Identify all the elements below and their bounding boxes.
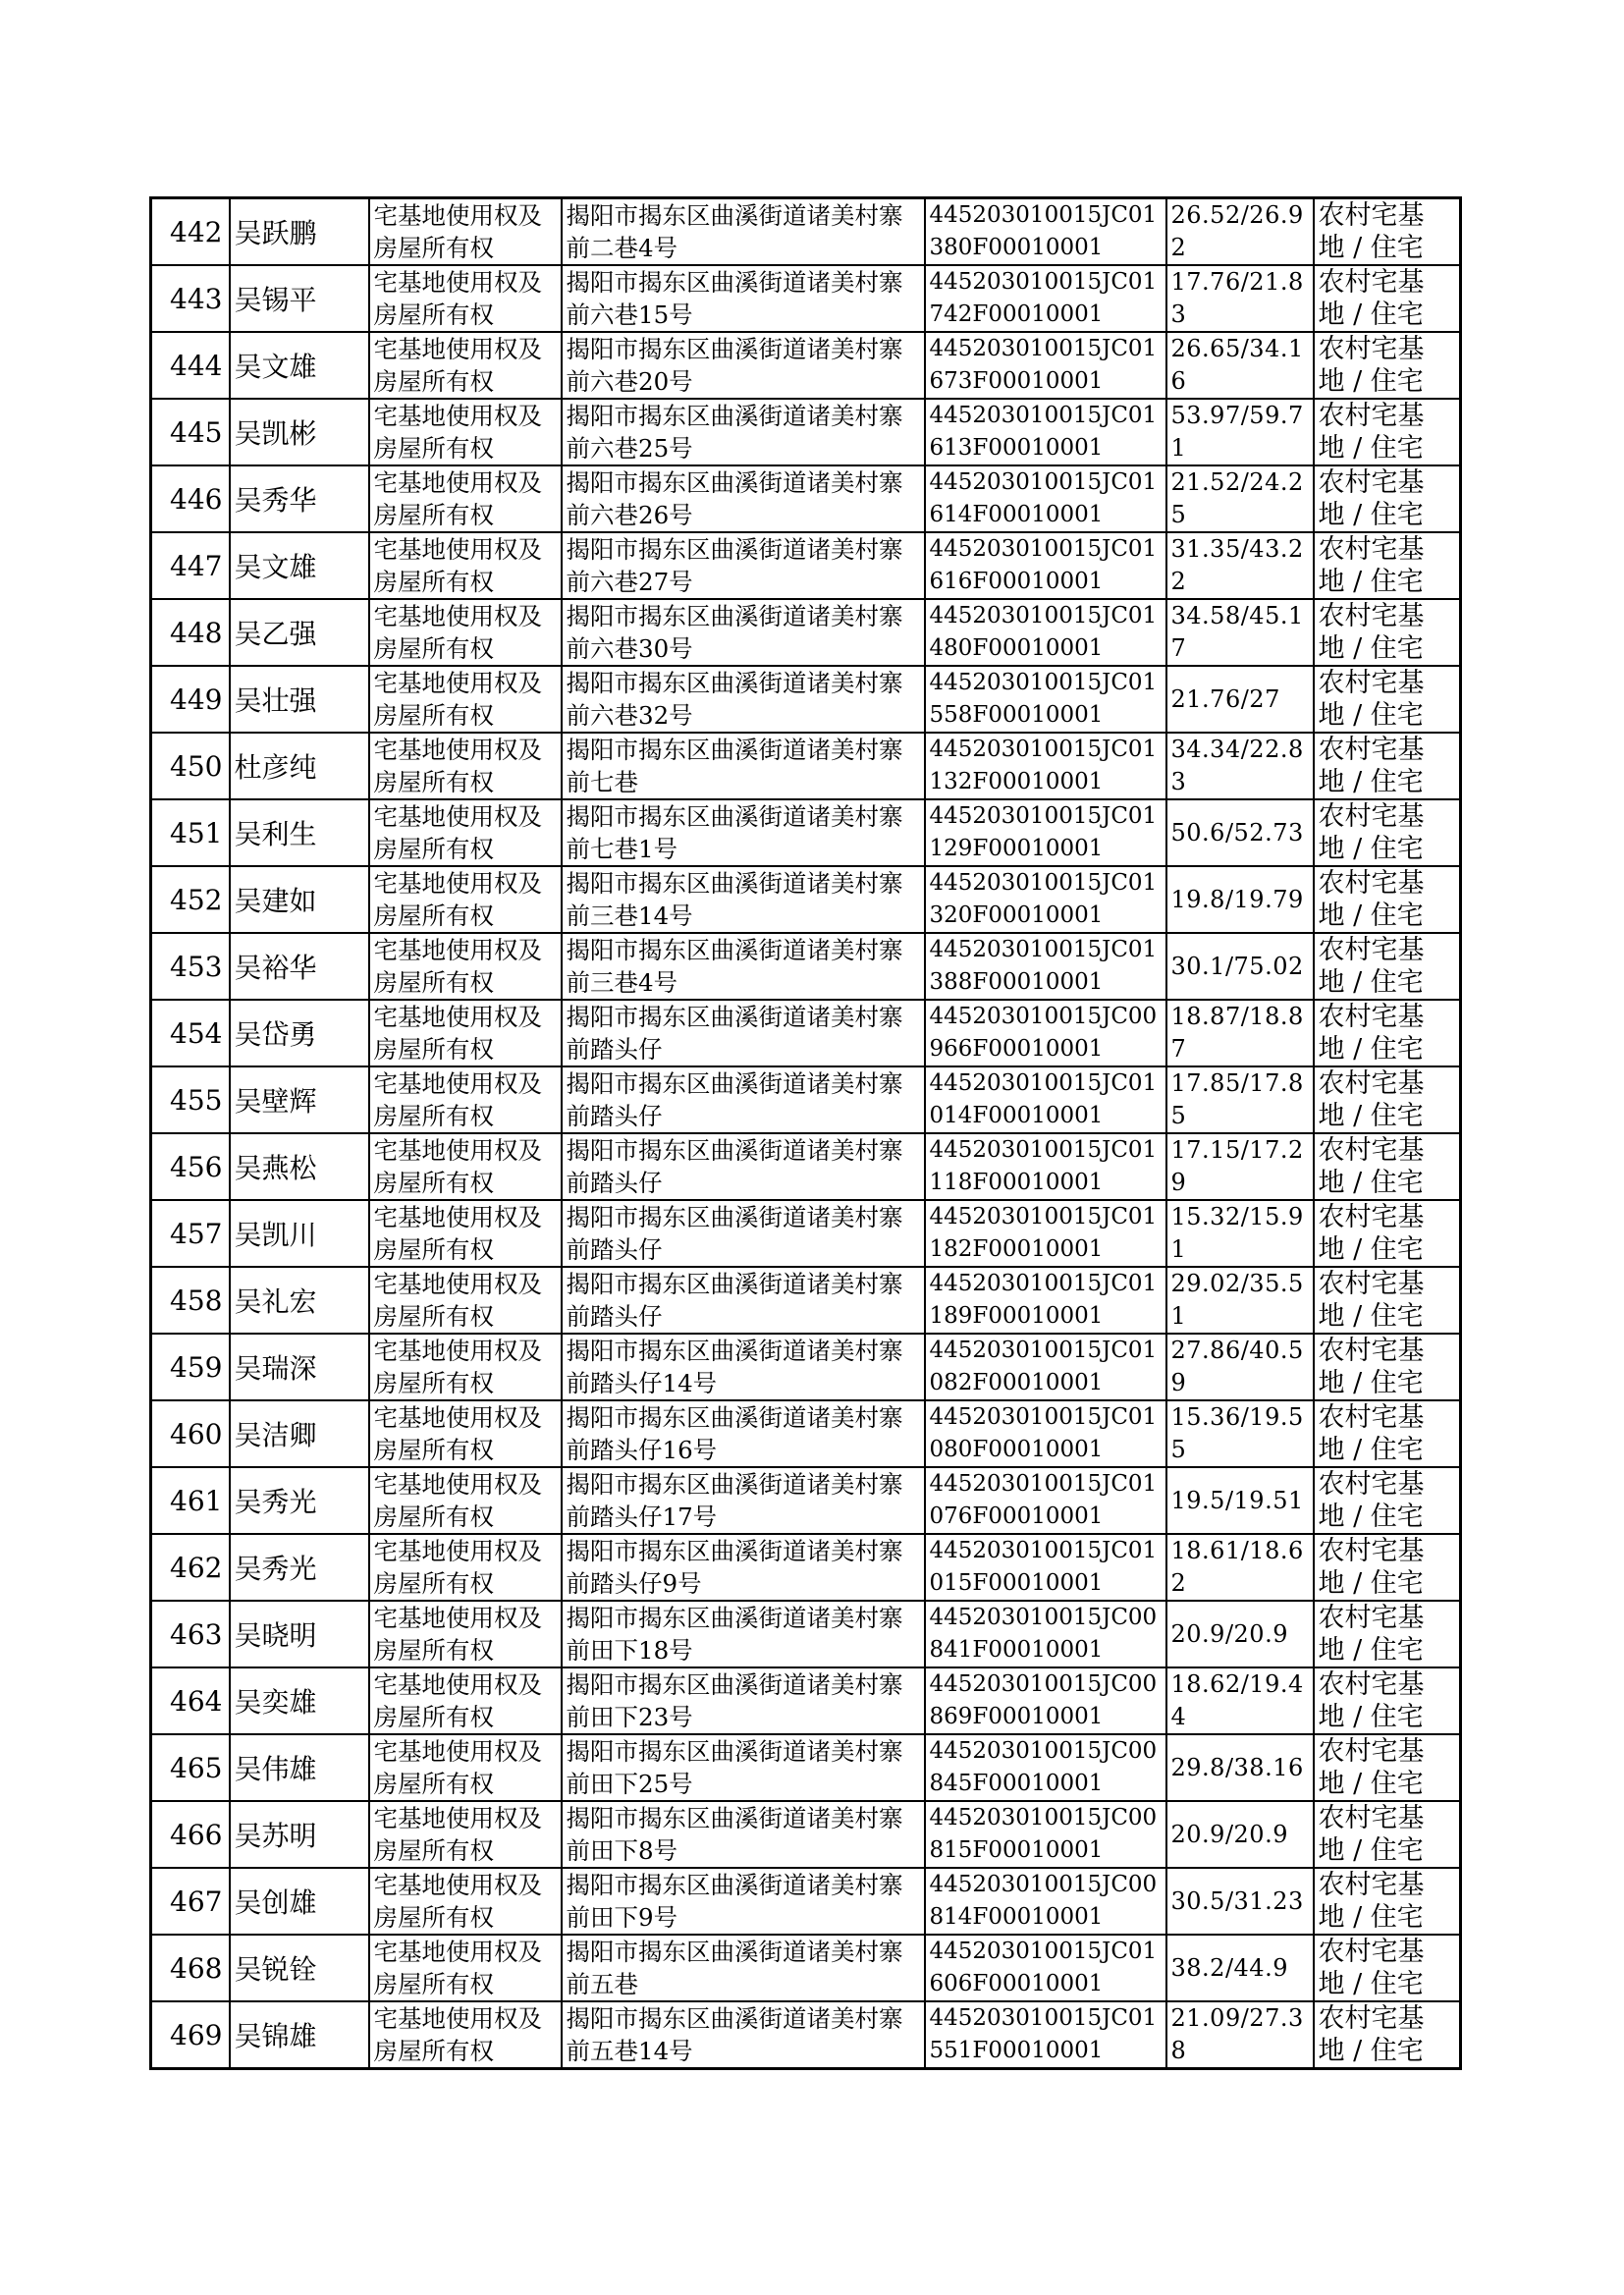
table-row: [151, 1334, 1461, 1400]
unit-code: 445203010015JC01014F00010001: [925, 1066, 1166, 1133]
land-use-line1: 农村宅基: [1318, 1603, 1425, 1633]
unit-code: 445203010015JC01742F00010001: [925, 265, 1166, 332]
owner-name: 吴伟雄: [230, 1734, 369, 1801]
table-row: [151, 1801, 1461, 1868]
owner-name: 吴文雄: [230, 532, 369, 599]
land-use-line1: 农村宅基: [1318, 534, 1425, 565]
property-address: 揭阳市揭东区曲溪街道诸美村寨前踏头仔: [562, 1200, 925, 1267]
land-use: [1314, 399, 1461, 465]
land-use-line2: 地 / 住宅: [1318, 233, 1424, 263]
area-value: 21.76/27: [1166, 666, 1314, 733]
table-row: [151, 866, 1461, 933]
table-row: [151, 265, 1461, 332]
row-number: 461: [151, 1467, 230, 1534]
row-number: 449: [151, 666, 230, 733]
property-address: 揭阳市揭东区曲溪街道诸美村寨前踏头仔: [562, 1066, 925, 1133]
unit-code: 445203010015JC00869F00010001: [925, 1667, 1166, 1734]
unit-code: 445203010015JC01606F00010001: [925, 1935, 1166, 2001]
table-row: [151, 198, 1461, 266]
land-use-line1: 农村宅基: [1318, 1736, 1425, 1767]
property-address: 揭阳市揭东区曲溪街道诸美村寨前五巷: [562, 1935, 925, 2001]
right-type: 宅基地使用权及房屋所有权: [369, 465, 562, 532]
land-use-line1: 农村宅基: [1318, 200, 1425, 231]
land-use: [1314, 1534, 1461, 1601]
unit-code: 445203010015JC00814F00010001: [925, 1868, 1166, 1935]
area-value: 38.2/44.9: [1166, 1935, 1314, 2001]
land-use-line2: 地 / 住宅: [1318, 901, 1424, 931]
area-value: 15.32/15.91: [1166, 1200, 1314, 1267]
owner-name: 吴裕华: [230, 933, 369, 1000]
land-use: [1314, 2001, 1461, 2069]
land-use-line1: 农村宅基: [1318, 334, 1425, 364]
land-use-line1: 农村宅基: [1318, 1336, 1425, 1366]
unit-code: 445203010015JC01132F00010001: [925, 733, 1166, 799]
right-type: 宅基地使用权及房屋所有权: [369, 1066, 562, 1133]
owner-name: 吴锐铨: [230, 1935, 369, 2001]
row-number: 458: [151, 1267, 230, 1334]
owner-name: 吴苏明: [230, 1801, 369, 1868]
area-value: 31.35/43.22: [1166, 532, 1314, 599]
area-value: 20.9/20.9: [1166, 1801, 1314, 1868]
area-value: 34.34/22.83: [1166, 733, 1314, 799]
right-type: 宅基地使用权及房屋所有权: [369, 1400, 562, 1467]
owner-name: 吴礼宏: [230, 1267, 369, 1334]
land-use-line1: 农村宅基: [1318, 1269, 1425, 1299]
owner-name: 吴洁卿: [230, 1400, 369, 1467]
row-number: 443: [151, 265, 230, 332]
land-use-line2: 地 / 住宅: [1318, 567, 1424, 597]
land-use-line2: 地 / 住宅: [1318, 700, 1424, 731]
right-type: 宅基地使用权及房屋所有权: [369, 1534, 562, 1601]
property-address: 揭阳市揭东区曲溪街道诸美村寨前田下8号: [562, 1801, 925, 1868]
area-value: 21.09/27.38: [1166, 2001, 1314, 2069]
row-number: 462: [151, 1534, 230, 1601]
row-number: 463: [151, 1601, 230, 1667]
table-row: [151, 2001, 1461, 2069]
table-row: [151, 332, 1461, 399]
land-use-line2: 地 / 住宅: [1318, 1301, 1424, 1332]
land-use-line2: 地 / 住宅: [1318, 633, 1424, 664]
unit-code: 445203010015JC00966F00010001: [925, 1000, 1166, 1066]
property-address: 揭阳市揭东区曲溪街道诸美村寨前踏头仔: [562, 1267, 925, 1334]
row-number: 448: [151, 599, 230, 666]
area-value: 34.58/45.17: [1166, 599, 1314, 666]
owner-name: 吴锡平: [230, 265, 369, 332]
land-use-line1: 农村宅基: [1318, 401, 1425, 431]
land-use-line2: 地 / 住宅: [1318, 366, 1424, 397]
land-use-line2: 地 / 住宅: [1318, 2036, 1424, 2066]
property-address: 揭阳市揭东区曲溪街道诸美村寨前田下18号: [562, 1601, 925, 1667]
row-number: 466: [151, 1801, 230, 1868]
property-address: 揭阳市揭东区曲溪街道诸美村寨前二巷4号: [562, 198, 925, 266]
property-address: 揭阳市揭东区曲溪街道诸美村寨前六巷32号: [562, 666, 925, 733]
right-type: 宅基地使用权及房屋所有权: [369, 1133, 562, 1200]
property-address: 揭阳市揭东区曲溪街道诸美村寨前六巷20号: [562, 332, 925, 399]
area-value: 15.36/19.55: [1166, 1400, 1314, 1467]
owner-name: 吴创雄: [230, 1868, 369, 1935]
right-type: 宅基地使用权及房屋所有权: [369, 599, 562, 666]
land-use: [1314, 1467, 1461, 1534]
right-type: 宅基地使用权及房屋所有权: [369, 933, 562, 1000]
right-type: 宅基地使用权及房屋所有权: [369, 1868, 562, 1935]
property-address: 揭阳市揭东区曲溪街道诸美村寨前六巷15号: [562, 265, 925, 332]
record-table: [149, 196, 1462, 2070]
right-type: 宅基地使用权及房屋所有权: [369, 1000, 562, 1066]
right-type: 宅基地使用权及房屋所有权: [369, 399, 562, 465]
land-use-line1: 农村宅基: [1318, 1803, 1425, 1833]
land-use-line1: 农村宅基: [1318, 267, 1425, 298]
property-address: 揭阳市揭东区曲溪街道诸美村寨前六巷25号: [562, 399, 925, 465]
land-use: [1314, 1868, 1461, 1935]
right-type: 宅基地使用权及房屋所有权: [369, 2001, 562, 2069]
right-type: 宅基地使用权及房屋所有权: [369, 1935, 562, 2001]
right-type: 宅基地使用权及房屋所有权: [369, 666, 562, 733]
right-type: 宅基地使用权及房屋所有权: [369, 1334, 562, 1400]
right-type: 宅基地使用权及房屋所有权: [369, 1200, 562, 1267]
land-use: [1314, 733, 1461, 799]
land-use: [1314, 265, 1461, 332]
table-row: [151, 1467, 1461, 1534]
land-use-line2: 地 / 住宅: [1318, 1502, 1424, 1532]
property-address: 揭阳市揭东区曲溪街道诸美村寨前六巷26号: [562, 465, 925, 532]
table-row: [151, 1400, 1461, 1467]
right-type: 宅基地使用权及房屋所有权: [369, 1467, 562, 1534]
land-use-line2: 地 / 住宅: [1318, 1168, 1424, 1198]
table-row: [151, 1200, 1461, 1267]
table-row: [151, 1935, 1461, 2001]
land-use-line2: 地 / 住宅: [1318, 433, 1424, 464]
land-use-line2: 地 / 住宅: [1318, 1702, 1424, 1732]
land-use-line2: 地 / 住宅: [1318, 967, 1424, 998]
land-use-line1: 农村宅基: [1318, 601, 1425, 631]
land-use: [1314, 532, 1461, 599]
land-use-line2: 地 / 住宅: [1318, 500, 1424, 530]
area-value: 53.97/59.71: [1166, 399, 1314, 465]
row-number: 467: [151, 1868, 230, 1935]
land-use-line1: 农村宅基: [1318, 1870, 1425, 1900]
property-address: 揭阳市揭东区曲溪街道诸美村寨前田下25号: [562, 1734, 925, 1801]
owner-name: 吴瑞深: [230, 1334, 369, 1400]
owner-name: 吴乙强: [230, 599, 369, 666]
land-use-line1: 农村宅基: [1318, 1937, 1425, 1967]
row-number: 452: [151, 866, 230, 933]
land-use: [1314, 1667, 1461, 1734]
unit-code: 445203010015JC00845F00010001: [925, 1734, 1166, 1801]
table-row: [151, 1267, 1461, 1334]
land-use-line1: 农村宅基: [1318, 1202, 1425, 1232]
unit-code: 445203010015JC01673F00010001: [925, 332, 1166, 399]
land-use-line2: 地 / 住宅: [1318, 1969, 1424, 1999]
property-address: 揭阳市揭东区曲溪街道诸美村寨前田下23号: [562, 1667, 925, 1734]
table-row: [151, 532, 1461, 599]
owner-name: 杜彦纯: [230, 733, 369, 799]
row-number: 442: [151, 198, 230, 266]
area-value: 21.52/24.25: [1166, 465, 1314, 532]
property-address: 揭阳市揭东区曲溪街道诸美村寨前田下9号: [562, 1868, 925, 1935]
owner-name: 吴凯川: [230, 1200, 369, 1267]
right-type: 宅基地使用权及房屋所有权: [369, 332, 562, 399]
row-number: 445: [151, 399, 230, 465]
right-type: 宅基地使用权及房屋所有权: [369, 866, 562, 933]
right-type: 宅基地使用权及房屋所有权: [369, 1601, 562, 1667]
area-value: 30.5/31.23: [1166, 1868, 1314, 1935]
row-number: 469: [151, 2001, 230, 2069]
property-address: 揭阳市揭东区曲溪街道诸美村寨前踏头仔: [562, 1000, 925, 1066]
unit-code: 445203010015JC00841F00010001: [925, 1601, 1166, 1667]
row-number: 468: [151, 1935, 230, 2001]
land-use-line2: 地 / 住宅: [1318, 1034, 1424, 1065]
land-use: [1314, 666, 1461, 733]
unit-code: 445203010015JC01189F00010001: [925, 1267, 1166, 1334]
land-use-line2: 地 / 住宅: [1318, 1368, 1424, 1398]
table-row: [151, 1000, 1461, 1066]
right-type: 宅基地使用权及房屋所有权: [369, 1267, 562, 1334]
property-address: 揭阳市揭东区曲溪街道诸美村寨前踏头仔9号: [562, 1534, 925, 1601]
land-use-line1: 农村宅基: [1318, 467, 1425, 498]
property-address: 揭阳市揭东区曲溪街道诸美村寨前七巷1号: [562, 799, 925, 866]
area-value: 26.65/34.16: [1166, 332, 1314, 399]
land-use: [1314, 1000, 1461, 1066]
land-use: [1314, 1200, 1461, 1267]
unit-code: 445203010015JC01080F00010001: [925, 1400, 1166, 1467]
land-use: [1314, 1734, 1461, 1801]
land-use: [1314, 1801, 1461, 1868]
row-number: 455: [151, 1066, 230, 1133]
land-use-line2: 地 / 住宅: [1318, 1101, 1424, 1131]
land-use-line2: 地 / 住宅: [1318, 300, 1424, 330]
table-row: [151, 933, 1461, 1000]
area-value: 18.61/18.62: [1166, 1534, 1314, 1601]
row-number: 456: [151, 1133, 230, 1200]
row-number: 460: [151, 1400, 230, 1467]
owner-name: 吴文雄: [230, 332, 369, 399]
owner-name: 吴锦雄: [230, 2001, 369, 2069]
row-number: 446: [151, 465, 230, 532]
land-use: [1314, 1601, 1461, 1667]
property-address: 揭阳市揭东区曲溪街道诸美村寨前踏头仔14号: [562, 1334, 925, 1400]
row-number: 453: [151, 933, 230, 1000]
table-row: [151, 399, 1461, 465]
land-use: [1314, 1267, 1461, 1334]
land-use-line1: 农村宅基: [1318, 1669, 1425, 1700]
land-use-line2: 地 / 住宅: [1318, 1568, 1424, 1599]
unit-code: 445203010015JC01015F00010001: [925, 1534, 1166, 1601]
land-use-line1: 农村宅基: [1318, 868, 1425, 899]
row-number: 465: [151, 1734, 230, 1801]
land-use: [1314, 1400, 1461, 1467]
table-row: [151, 465, 1461, 532]
area-value: 19.5/19.51: [1166, 1467, 1314, 1534]
property-address: 揭阳市揭东区曲溪街道诸美村寨前三巷4号: [562, 933, 925, 1000]
table-row: [151, 1667, 1461, 1734]
property-address: 揭阳市揭东区曲溪街道诸美村寨前六巷30号: [562, 599, 925, 666]
right-type: 宅基地使用权及房屋所有权: [369, 265, 562, 332]
right-type: 宅基地使用权及房屋所有权: [369, 1734, 562, 1801]
land-use-line2: 地 / 住宅: [1318, 1835, 1424, 1866]
area-value: 17.76/21.83: [1166, 265, 1314, 332]
land-use: [1314, 799, 1461, 866]
property-address: 揭阳市揭东区曲溪街道诸美村寨前七巷: [562, 733, 925, 799]
area-value: 20.9/20.9: [1166, 1601, 1314, 1667]
land-use-line1: 农村宅基: [1318, 1002, 1425, 1032]
property-address: 揭阳市揭东区曲溪街道诸美村寨前踏头仔16号: [562, 1400, 925, 1467]
owner-name: 吴建如: [230, 866, 369, 933]
right-type: 宅基地使用权及房屋所有权: [369, 532, 562, 599]
area-value: 19.8/19.79: [1166, 866, 1314, 933]
property-address: 揭阳市揭东区曲溪街道诸美村寨前五巷14号: [562, 2001, 925, 2069]
land-use: [1314, 1935, 1461, 2001]
land-use: [1314, 866, 1461, 933]
area-value: 29.02/35.51: [1166, 1267, 1314, 1334]
owner-name: 吴秀光: [230, 1467, 369, 1534]
table-row: [151, 1868, 1461, 1935]
table-row: [151, 799, 1461, 866]
land-use-line2: 地 / 住宅: [1318, 1234, 1424, 1265]
owner-name: 吴秀华: [230, 465, 369, 532]
area-value: 18.62/19.44: [1166, 1667, 1314, 1734]
unit-code: 445203010015JC01118F00010001: [925, 1133, 1166, 1200]
row-number: 457: [151, 1200, 230, 1267]
land-use-line2: 地 / 住宅: [1318, 767, 1424, 797]
row-number: 451: [151, 799, 230, 866]
table-row: [151, 1066, 1461, 1133]
table-row: [151, 599, 1461, 666]
land-use: [1314, 332, 1461, 399]
unit-code: 445203010015JC01616F00010001: [925, 532, 1166, 599]
owner-name: 吴壁辉: [230, 1066, 369, 1133]
area-value: 27.86/40.59: [1166, 1334, 1314, 1400]
area-value: 29.8/38.16: [1166, 1734, 1314, 1801]
unit-code: 445203010015JC01076F00010001: [925, 1467, 1166, 1534]
owner-name: 吴晓明: [230, 1601, 369, 1667]
property-address: 揭阳市揭东区曲溪街道诸美村寨前三巷14号: [562, 866, 925, 933]
unit-code: 445203010015JC01480F00010001: [925, 599, 1166, 666]
unit-code: 445203010015JC01551F00010001: [925, 2001, 1166, 2069]
row-number: 447: [151, 532, 230, 599]
table-row: [151, 1534, 1461, 1601]
property-address: 揭阳市揭东区曲溪街道诸美村寨前踏头仔: [562, 1133, 925, 1200]
area-value: 26.52/26.92: [1166, 198, 1314, 266]
unit-code: 445203010015JC01558F00010001: [925, 666, 1166, 733]
table-row: [151, 1133, 1461, 1200]
right-type: 宅基地使用权及房屋所有权: [369, 1801, 562, 1868]
land-use-line1: 农村宅基: [1318, 1135, 1425, 1166]
right-type: 宅基地使用权及房屋所有权: [369, 1667, 562, 1734]
owner-name: 吴跃鹏: [230, 198, 369, 266]
land-use: [1314, 1133, 1461, 1200]
property-address: 揭阳市揭东区曲溪街道诸美村寨前踏头仔17号: [562, 1467, 925, 1534]
area-value: 50.6/52.73: [1166, 799, 1314, 866]
land-use-line1: 农村宅基: [1318, 668, 1425, 698]
row-number: 444: [151, 332, 230, 399]
table-row: [151, 733, 1461, 799]
right-type: 宅基地使用权及房屋所有权: [369, 799, 562, 866]
table-row: [151, 1734, 1461, 1801]
unit-code: 445203010015JC01182F00010001: [925, 1200, 1166, 1267]
unit-code: 445203010015JC01082F00010001: [925, 1334, 1166, 1400]
land-use: [1314, 465, 1461, 532]
land-use-line1: 农村宅基: [1318, 1536, 1425, 1566]
land-use-line1: 农村宅基: [1318, 1402, 1425, 1433]
row-number: 464: [151, 1667, 230, 1734]
land-use-line1: 农村宅基: [1318, 1469, 1425, 1500]
unit-code: 445203010015JC01388F00010001: [925, 933, 1166, 1000]
right-type: 宅基地使用权及房屋所有权: [369, 733, 562, 799]
unit-code: 445203010015JC01129F00010001: [925, 799, 1166, 866]
land-use-line2: 地 / 住宅: [1318, 834, 1424, 864]
land-use: [1314, 1066, 1461, 1133]
table-row: [151, 1601, 1461, 1667]
land-use-line2: 地 / 住宅: [1318, 1769, 1424, 1799]
row-number: 450: [151, 733, 230, 799]
table-body: [151, 198, 1461, 2069]
owner-name: 吴奕雄: [230, 1667, 369, 1734]
land-use: [1314, 599, 1461, 666]
land-use: [1314, 1334, 1461, 1400]
land-use-line2: 地 / 住宅: [1318, 1435, 1424, 1465]
unit-code: 445203010015JC00815F00010001: [925, 1801, 1166, 1868]
area-value: 18.87/18.87: [1166, 1000, 1314, 1066]
land-use-line1: 农村宅基: [1318, 1068, 1425, 1099]
land-use-line2: 地 / 住宅: [1318, 1902, 1424, 1933]
owner-name: 吴壮强: [230, 666, 369, 733]
owner-name: 吴岱勇: [230, 1000, 369, 1066]
property-address: 揭阳市揭东区曲溪街道诸美村寨前六巷27号: [562, 532, 925, 599]
land-use-line1: 农村宅基: [1318, 735, 1425, 765]
row-number: 459: [151, 1334, 230, 1400]
owner-name: 吴利生: [230, 799, 369, 866]
land-use: [1314, 198, 1461, 266]
owner-name: 吴燕松: [230, 1133, 369, 1200]
unit-code: 445203010015JC01380F00010001: [925, 198, 1166, 266]
land-use-line1: 农村宅基: [1318, 935, 1425, 965]
area-value: 17.85/17.85: [1166, 1066, 1314, 1133]
row-number: 454: [151, 1000, 230, 1066]
owner-name: 吴秀光: [230, 1534, 369, 1601]
table-row: [151, 666, 1461, 733]
unit-code: 445203010015JC01320F00010001: [925, 866, 1166, 933]
area-value: 30.1/75.02: [1166, 933, 1314, 1000]
right-type: 宅基地使用权及房屋所有权: [369, 198, 562, 266]
area-value: 17.15/17.29: [1166, 1133, 1314, 1200]
unit-code: 445203010015JC01614F00010001: [925, 465, 1166, 532]
land-use-line1: 农村宅基: [1318, 801, 1425, 832]
land-use-line2: 地 / 住宅: [1318, 1635, 1424, 1666]
owner-name: 吴凯彬: [230, 399, 369, 465]
land-use-line1: 农村宅基: [1318, 2003, 1425, 2034]
land-use: [1314, 933, 1461, 1000]
unit-code: 445203010015JC01613F00010001: [925, 399, 1166, 465]
